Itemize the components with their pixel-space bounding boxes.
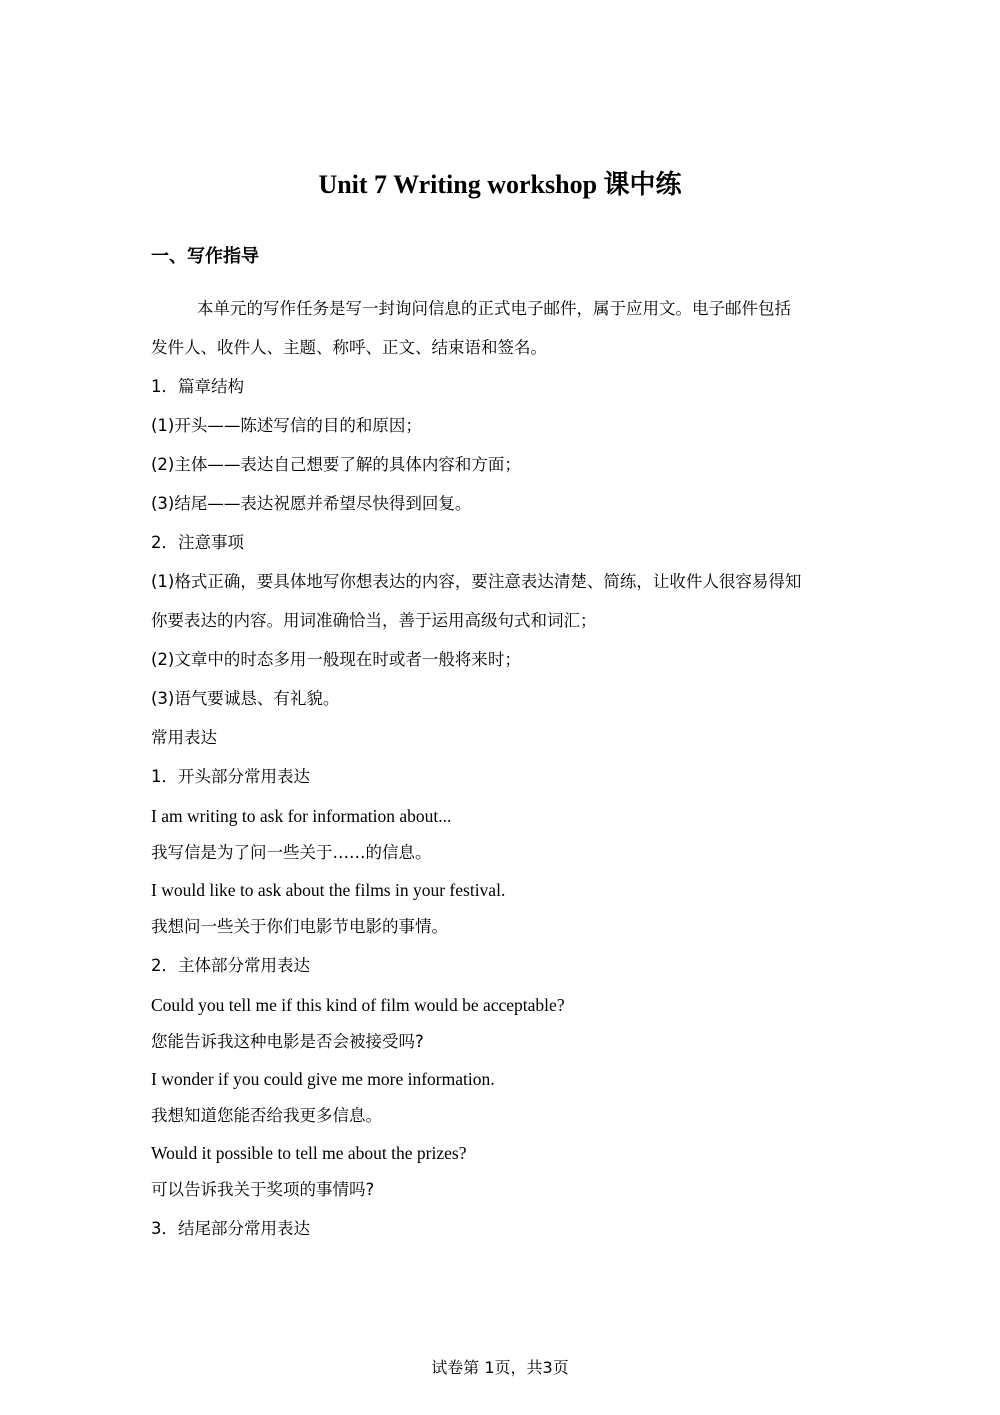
text-line: Would it possible to tell me about the prizes?	[151, 1143, 467, 1163]
text-line: 您能告诉我这种电影是否会被接受吗?	[151, 1032, 424, 1051]
text-line: 我写信是为了问一些关于……的信息。	[151, 843, 432, 862]
text-line: (2)主体——表达自己想要了解的具体内容和方面；	[151, 455, 521, 474]
text-line: 1．篇章结构	[151, 377, 244, 396]
text-line: (1)格式正确，要具体地写你想表达的内容，要注意表达清楚、简练，让收件人很容易得知	[151, 572, 802, 591]
page-title: Unit 7 Writing workshop 课中练	[318, 170, 682, 199]
text-line: 2．主体部分常用表达	[151, 956, 310, 975]
text-line: 1．开头部分常用表达	[151, 767, 310, 786]
text-line: I wonder if you could give me more information.	[151, 1069, 495, 1089]
text-line: (2)文章中的时态多用一般现在时或者一般将来时；	[151, 650, 521, 669]
text-line: 3．结尾部分常用表达	[151, 1219, 310, 1238]
text-line: 我想问一些关于你们电影节电影的事情。	[151, 917, 448, 936]
section-heading: 一、写作指导	[151, 246, 259, 267]
text-line: Could you tell me if this kind of film would be acceptable?	[151, 995, 565, 1015]
page-footer: 试卷第 1页，共3页	[431, 1358, 569, 1377]
text-line: 本单元的写作任务是写一封询问信息的正式电子邮件，属于应用文。电子邮件包括	[197, 299, 791, 318]
text-line: 发件人、收件人、主题、称呼、正文、结束语和签名。	[151, 338, 547, 357]
text-line: 可以告诉我关于奖项的事情吗?	[151, 1180, 375, 1199]
text-line: I am writing to ask for information about...	[151, 806, 452, 826]
document-body	[151, 294, 851, 1253]
text-line: 你要表达的内容。用词准确恰当，善于运用高级句式和词汇；	[151, 611, 597, 630]
text-line: I would like to ask about the films in your festival.	[151, 880, 506, 900]
text-line: (3)结尾——表达祝愿并希望尽快得到回复。	[151, 494, 472, 513]
text-line: 我想知道您能否给我更多信息。	[151, 1106, 382, 1125]
text-line: (3)语气要诚恳、有礼貌。	[151, 689, 340, 708]
text-line: 2．注意事项	[151, 533, 244, 552]
text-line: (1)开头——陈述写信的目的和原因；	[151, 416, 422, 435]
text-line: 常用表达	[151, 728, 217, 747]
